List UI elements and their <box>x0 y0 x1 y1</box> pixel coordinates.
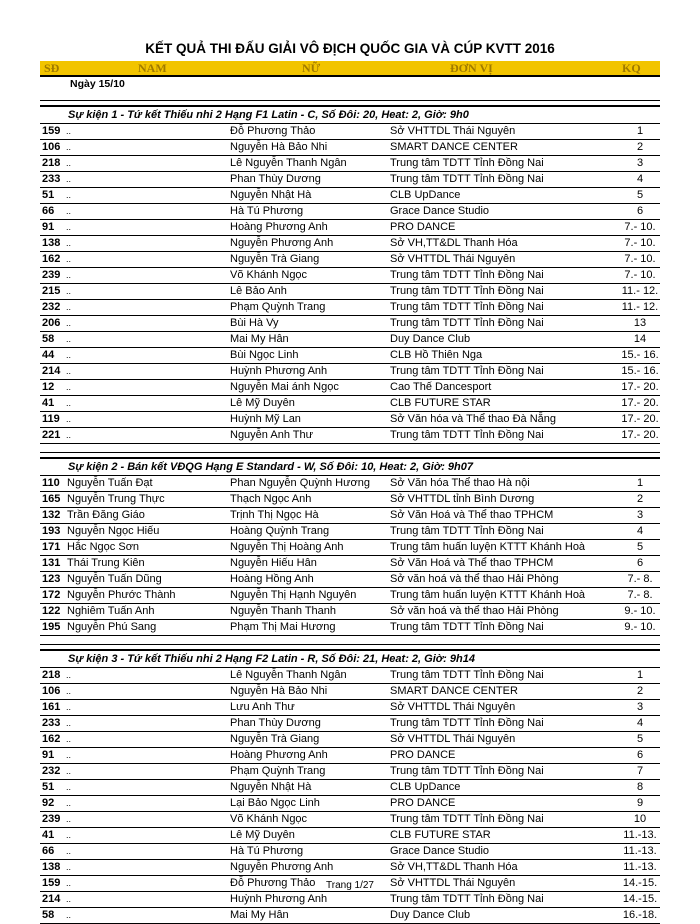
cell-sd: 159 <box>42 125 61 137</box>
table-row <box>40 588 660 604</box>
cell-sd: 51 <box>42 781 55 793</box>
cell-kq: 17.- 20. <box>621 397 659 409</box>
table-row <box>40 348 660 364</box>
table-row <box>40 620 660 636</box>
cell-nu: Lưu Anh Thư <box>230 701 295 713</box>
cell-kq: 11.-13. <box>623 829 657 841</box>
cell-nam: .. <box>66 414 72 424</box>
cell-sd: 218 <box>42 157 61 169</box>
cell-kq: 17.- 20. <box>621 429 659 441</box>
cell-nu: Thạch Ngọc Anh <box>230 493 312 505</box>
cell-kq: 3 <box>636 509 644 521</box>
section-divider <box>40 452 660 459</box>
cell-nam: .. <box>66 878 72 888</box>
cell-kq: 2 <box>636 141 644 153</box>
cell-donvi: Grace Dance Studio <box>390 845 490 857</box>
cell-donvi: Trung tâm TDTT Tỉnh Đồng Nai <box>390 893 544 905</box>
cell-sd: 172 <box>42 589 61 601</box>
cell-kq: 8 <box>636 781 644 793</box>
cell-donvi: Trung tâm TDTT Tỉnh Đồng Nai <box>390 269 544 281</box>
table-row <box>40 204 660 220</box>
cell-kq: 5 <box>636 541 644 553</box>
cell-nu: Nguyễn Anh Thư <box>230 429 313 441</box>
table-row <box>40 492 660 508</box>
cell-kq: 7.- 8. <box>627 573 653 585</box>
cell-donvi: PRO DANCE <box>390 221 456 233</box>
cell-donvi: CLB FUTURE STAR <box>390 829 491 841</box>
cell-nam: Trần Đăng Giáo <box>67 509 145 521</box>
cell-nam: .. <box>66 190 72 200</box>
cell-kq: 2 <box>636 493 644 505</box>
cell-nam: Nguyễn Phú Sang <box>67 621 157 633</box>
cell-kq: 14 <box>633 333 647 345</box>
table-row <box>40 860 660 876</box>
event-title: Sự kiện 3 - Tứ kết Thiếu nhi 2 Hạng F2 Latin - R, Số Đôi: 21, Heat: 2, Giờ: 9h14 <box>40 651 660 668</box>
table-row <box>40 364 660 380</box>
cell-donvi: CLB UpDance <box>390 781 461 793</box>
cell-nam: Nguyễn Tuấn Dũng <box>67 573 162 585</box>
cell-nam: .. <box>66 270 72 280</box>
cell-donvi: Trung tâm TDTT Tỉnh Đồng Nai <box>390 765 544 777</box>
header-sd: SĐ <box>44 61 60 75</box>
cell-nu: Mai My Hân <box>230 909 289 921</box>
cell-nu: Hà Tú Phương <box>230 845 304 857</box>
cell-nam: Nguyễn Phước Thành <box>67 589 176 601</box>
cell-sd: 106 <box>42 141 61 153</box>
table-row <box>40 396 660 412</box>
cell-donvi: Trung tâm TDTT Tỉnh Đồng Nai <box>390 621 544 633</box>
cell-sd: 44 <box>42 349 55 361</box>
table-row <box>40 124 660 140</box>
cell-sd: 233 <box>42 173 61 185</box>
cell-nu: Hoàng Phương Anh <box>230 749 328 761</box>
cell-donvi: Sở VHTTDL tỉnh Bình Dương <box>390 493 535 505</box>
cell-kq: 7 <box>636 765 644 777</box>
table-row <box>40 572 660 588</box>
cell-kq: 15.- 16. <box>621 365 659 377</box>
cell-kq: 9.- 10. <box>624 605 656 617</box>
cell-donvi: Trung tâm TDTT Tỉnh Đồng Nai <box>390 429 544 441</box>
cell-kq: 17.- 20. <box>621 413 659 425</box>
cell-nu: Hoàng Hồng Anh <box>230 573 314 585</box>
cell-donvi: PRO DANCE <box>390 749 456 761</box>
cell-kq: 4 <box>636 525 644 537</box>
cell-sd: 66 <box>42 205 55 217</box>
cell-donvi: Sở VHTTDL Thái Nguyên <box>390 125 516 137</box>
cell-kq: 16.-18. <box>622 909 658 921</box>
table-header <box>40 61 660 77</box>
table-row <box>40 908 660 924</box>
cell-nam: .. <box>66 798 72 808</box>
cell-donvi: Trung tâm TDTT Tỉnh Đồng Nai <box>390 813 544 825</box>
cell-donvi: Grace Dance Studio <box>390 205 490 217</box>
cell-nam: .. <box>66 366 72 376</box>
table-row <box>40 764 660 780</box>
table-row <box>40 508 660 524</box>
cell-nu: Phan Nguyễn Quỳnh Hương <box>230 477 370 489</box>
cell-kq: 14.-15. <box>622 893 658 905</box>
results-table <box>40 77 660 924</box>
cell-donvi: CLB Hồ Thiên Nga <box>390 349 483 361</box>
cell-nu: Nguyễn Trà Giang <box>230 253 320 265</box>
cell-nam: .. <box>66 174 72 184</box>
cell-sd: 233 <box>42 717 61 729</box>
cell-sd: 58 <box>42 909 55 921</box>
cell-nam: .. <box>66 814 72 824</box>
cell-sd: 232 <box>42 765 61 777</box>
cell-nam: .. <box>66 254 72 264</box>
cell-sd: 162 <box>42 733 61 745</box>
event-title: Sự kiện 1 - Tứ kết Thiếu nhi 2 Hạng F1 Latin - C, Số Đôi: 20, Heat: 2, Giờ: 9h0 <box>40 107 660 124</box>
table-row <box>40 380 660 396</box>
cell-sd: 122 <box>42 605 61 617</box>
cell-nu: Huỳnh Phương Anh <box>230 893 328 905</box>
cell-kq: 9.- 10. <box>624 621 656 633</box>
cell-nam: .. <box>66 766 72 776</box>
cell-sd: 214 <box>42 365 61 377</box>
cell-nam: .. <box>66 286 72 296</box>
cell-donvi: Sở văn hoá và thể thao Hải Phòng <box>390 605 559 617</box>
cell-nam: .. <box>66 222 72 232</box>
cell-donvi: Trung tâm TDTT Tỉnh Đồng Nai <box>390 301 544 313</box>
table-row <box>40 188 660 204</box>
cell-kq: 1 <box>636 669 644 681</box>
cell-nu: Võ Khánh Ngọc <box>230 269 308 281</box>
cell-kq: 4 <box>636 173 644 185</box>
cell-nam: Nguyễn Trung Thực <box>67 493 165 505</box>
cell-nu: Nguyễn Thị Hạnh Nguyên <box>230 589 357 601</box>
cell-nu: Nguyễn Thị Hoàng Anh <box>230 541 344 553</box>
cell-sd: 161 <box>42 701 61 713</box>
cell-kq: 5 <box>636 189 644 201</box>
cell-nam: .. <box>66 302 72 312</box>
cell-nu: Huỳnh Phương Anh <box>230 365 328 377</box>
cell-sd: 195 <box>42 621 61 633</box>
cell-nam: Thái Trung Kiên <box>67 557 145 569</box>
cell-sd: 41 <box>42 829 55 841</box>
cell-nam: .. <box>66 702 72 712</box>
section-divider <box>40 644 660 651</box>
cell-sd: 119 <box>42 413 60 425</box>
cell-nam: .. <box>66 430 72 440</box>
cell-donvi: Trung tâm TDTT Tỉnh Đồng Nai <box>390 365 544 377</box>
header-nu: NỮ <box>302 61 321 75</box>
cell-nu: Võ Khánh Ngọc <box>230 813 308 825</box>
cell-nam: .. <box>66 830 72 840</box>
table-row <box>40 540 660 556</box>
cell-kq: 7.- 10. <box>624 253 656 265</box>
table-row <box>40 284 660 300</box>
cell-kq: 11.-13. <box>623 861 657 873</box>
cell-sd: 131 <box>42 557 61 569</box>
table-row <box>40 476 660 492</box>
cell-nu: Nguyễn Mai ánh Ngọc <box>230 381 339 393</box>
cell-donvi: Trung tâm TDTT Tỉnh Đồng Nai <box>390 317 544 329</box>
table-row <box>40 236 660 252</box>
cell-sd: 214 <box>42 893 61 905</box>
cell-kq: 7.- 10. <box>624 237 656 249</box>
cell-nam: .. <box>66 910 72 920</box>
cell-sd: 215 <box>42 285 61 297</box>
table-row <box>40 316 660 332</box>
cell-kq: 15.- 16. <box>621 349 659 361</box>
cell-nu: Phan Thùy Dương <box>230 717 321 729</box>
cell-nu: Bùi Ngọc Linh <box>230 349 299 361</box>
cell-nam: .. <box>66 126 72 136</box>
cell-kq: 11.- 12. <box>621 301 659 313</box>
cell-kq: 14.-15. <box>622 877 658 889</box>
header-nam: NAM <box>138 61 167 75</box>
cell-nu: Trịnh Thị Ngọc Hà <box>230 509 319 521</box>
cell-nam: Hắc Ngọc Sơn <box>67 541 140 553</box>
cell-nu: Nguyễn Trà Giang <box>230 733 320 745</box>
table-row <box>40 732 660 748</box>
cell-sd: 232 <box>42 301 61 313</box>
cell-nam: .. <box>66 718 72 728</box>
table-row <box>40 668 660 684</box>
cell-donvi: Trung tâm TDTT Tỉnh Đồng Nai <box>390 669 544 681</box>
table-row <box>40 412 660 428</box>
cell-sd: 218 <box>42 669 61 681</box>
table-row <box>40 268 660 284</box>
cell-kq: 7.- 10. <box>624 221 656 233</box>
cell-kq: 7.- 10. <box>624 269 656 281</box>
cell-donvi: Sở VHTTDL Thái Nguyên <box>390 253 516 265</box>
cell-donvi: Sở văn hoá và thể thao Hải Phòng <box>390 573 559 585</box>
cell-nu: Đỗ Phương Thảo <box>230 877 316 889</box>
cell-donvi: Sở VH,TT&DL Thanh Hóa <box>390 237 518 249</box>
cell-nam: .. <box>66 206 72 216</box>
cell-sd: 41 <box>42 397 55 409</box>
cell-nu: Lại Bảo Ngọc Linh <box>230 797 320 809</box>
cell-sd: 221 <box>42 429 61 441</box>
table-row <box>40 716 660 732</box>
event-title: Sự kiện 2 - Bán kết VĐQG Hạng E Standard - W, Số Đôi: 10, Heat: 2, Giờ: 9h07 <box>40 459 660 476</box>
cell-sd: 66 <box>42 845 55 857</box>
section-divider <box>40 100 660 107</box>
header-kq: KQ <box>622 61 641 75</box>
cell-donvi: Sở Văn Hoá và Thể thao TPHCM <box>390 557 554 569</box>
table-row <box>40 252 660 268</box>
cell-nam: .. <box>66 846 72 856</box>
cell-donvi: Sở VH,TT&DL Thanh Hóa <box>390 861 518 873</box>
cell-nam: .. <box>66 158 72 168</box>
cell-sd: 12 <box>42 381 55 393</box>
cell-kq: 2 <box>636 685 644 697</box>
table-row <box>40 700 660 716</box>
cell-donvi: Trung tâm TDTT Tỉnh Đồng Nai <box>390 525 544 537</box>
cell-nam: .. <box>66 238 72 248</box>
cell-kq: 6 <box>636 557 644 569</box>
cell-kq: 7.- 8. <box>627 589 653 601</box>
cell-nam: .. <box>66 142 72 152</box>
cell-sd: 92 <box>42 797 55 809</box>
cell-nu: Mai My Hân <box>230 333 289 345</box>
cell-nu: Nguyễn Nhật Hà <box>230 781 312 793</box>
table-row <box>40 140 660 156</box>
cell-nam: .. <box>66 894 72 904</box>
cell-nu: Nguyễn Thanh Thanh <box>230 605 337 617</box>
page-footer: Trang 1/27 <box>326 880 374 891</box>
cell-donvi: CLB FUTURE STAR <box>390 397 491 409</box>
cell-nu: Hoàng Phương Anh <box>230 221 328 233</box>
cell-donvi: Trung tâm TDTT Tỉnh Đồng Nai <box>390 285 544 297</box>
table-row <box>40 332 660 348</box>
table-row <box>40 748 660 764</box>
cell-nam: Nguyễn Ngọc Hiếu <box>67 525 160 537</box>
cell-nam: .. <box>66 862 72 872</box>
cell-donvi: Trung tâm TDTT Tỉnh Đồng Nai <box>390 173 544 185</box>
cell-nu: Nguyễn Nhật Hà <box>230 189 312 201</box>
table-row <box>40 220 660 236</box>
cell-donvi: Sở Văn hóa Thể thao Hà nội <box>390 477 530 489</box>
cell-donvi: Sở Văn hóa và Thể thao Đà Nẵng <box>390 413 557 425</box>
cell-nu: Đỗ Phương Thảo <box>230 125 316 137</box>
table-row <box>40 604 660 620</box>
cell-kq: 10 <box>633 813 647 825</box>
cell-kq: 1 <box>636 477 644 489</box>
cell-nu: Nguyễn Phương Anh <box>230 237 334 249</box>
cell-nu: Bùi Hà Vy <box>230 317 279 329</box>
cell-nam: .. <box>66 398 72 408</box>
cell-sd: 58 <box>42 333 55 345</box>
cell-kq: 1 <box>636 125 644 137</box>
cell-donvi: CLB UpDance <box>390 189 461 201</box>
table-row <box>40 524 660 540</box>
cell-kq: 11.- 12. <box>621 285 659 297</box>
cell-donvi: PRO DANCE <box>390 797 456 809</box>
cell-nu: Hà Tú Phương <box>230 205 304 217</box>
cell-nam: .. <box>66 670 72 680</box>
cell-nam: .. <box>66 318 72 328</box>
header-donvi: ĐƠN VỊ <box>450 61 493 75</box>
cell-nu: Phạm Thị Mai Hương <box>230 621 336 633</box>
cell-sd: 162 <box>42 253 61 265</box>
table-row <box>40 796 660 812</box>
cell-nu: Nguyễn Hiếu Hân <box>230 557 317 569</box>
cell-kq: 13 <box>633 317 647 329</box>
cell-donvi: Trung tâm TDTT Tỉnh Đồng Nai <box>390 717 544 729</box>
cell-sd: 123 <box>42 573 61 585</box>
cell-sd: 51 <box>42 189 55 201</box>
cell-nu: Lê Nguyễn Thanh Ngân <box>230 669 347 681</box>
cell-nu: Lê Mỹ Duyên <box>230 397 295 409</box>
cell-donvi: SMART DANCE CENTER <box>390 685 518 697</box>
cell-donvi: Trung tâm huấn luyện KTTT Khánh Hoà <box>390 589 586 601</box>
cell-kq: 3 <box>636 157 644 169</box>
table-row <box>40 828 660 844</box>
cell-sd: 110 <box>42 477 60 489</box>
cell-sd: 193 <box>42 525 61 537</box>
cell-nam: Nghiêm Tuấn Anh <box>67 605 155 617</box>
cell-sd: 132 <box>42 509 61 521</box>
cell-nu: Huỳnh Mỹ Lan <box>230 413 301 425</box>
cell-nam: .. <box>66 382 72 392</box>
table-row <box>40 428 660 444</box>
cell-nam: .. <box>66 734 72 744</box>
cell-kq: 11.-13. <box>623 845 657 857</box>
table-row <box>40 812 660 828</box>
table-row <box>40 556 660 572</box>
cell-nam: Nguyễn Tuấn Đạt <box>67 477 153 489</box>
cell-nam: .. <box>66 750 72 760</box>
cell-nam: .. <box>66 334 72 344</box>
table-row <box>40 844 660 860</box>
cell-sd: 159 <box>42 877 61 889</box>
cell-donvi: Sở VHTTDL Thái Nguyên <box>390 877 516 889</box>
cell-kq: 9 <box>636 797 644 809</box>
cell-kq: 4 <box>636 717 644 729</box>
cell-sd: 206 <box>42 317 61 329</box>
table-row <box>40 172 660 188</box>
cell-donvi: Sở Văn Hoá và Thể thao TPHCM <box>390 509 554 521</box>
table-row <box>40 780 660 796</box>
cell-nam: .. <box>66 350 72 360</box>
cell-sd: 138 <box>42 237 61 249</box>
cell-nu: Nguyễn Phương Anh <box>230 861 334 873</box>
cell-nu: Hoàng Quỳnh Trang <box>230 525 330 537</box>
table-row <box>40 684 660 700</box>
cell-sd: 106 <box>42 685 61 697</box>
cell-kq: 6 <box>636 749 644 761</box>
cell-donvi: Duy Dance Club <box>390 333 471 345</box>
cell-sd: 91 <box>42 749 55 761</box>
cell-nu: Phạm Quỳnh Trang <box>230 301 326 313</box>
cell-nu: Nguyễn Hà Bảo Nhi <box>230 141 328 153</box>
cell-donvi: Duy Dance Club <box>390 909 471 921</box>
cell-nu: Phan Thùy Dương <box>230 173 321 185</box>
cell-nam: .. <box>66 686 72 696</box>
cell-nu: Nguyễn Hà Bảo Nhi <box>230 685 328 697</box>
cell-nu: Phạm Quỳnh Trang <box>230 765 326 777</box>
cell-sd: 171 <box>42 541 61 553</box>
cell-nu: Lê Mỹ Duyên <box>230 829 295 841</box>
cell-nu: Lê Nguyễn Thanh Ngân <box>230 157 347 169</box>
cell-donvi: SMART DANCE CENTER <box>390 141 518 153</box>
cell-donvi: Sở VHTTDL Thái Nguyên <box>390 733 516 745</box>
table-row <box>40 156 660 172</box>
cell-donvi: Trung tâm TDTT Tỉnh Đồng Nai <box>390 157 544 169</box>
cell-donvi: Trung tâm huấn luyện KTTT Khánh Hoà <box>390 541 586 553</box>
cell-sd: 91 <box>42 221 55 233</box>
date-label: Ngày 15/10 <box>70 78 125 90</box>
cell-sd: 239 <box>42 269 61 281</box>
cell-nu: Lê Bảo Anh <box>230 285 287 297</box>
cell-donvi: Cao Thế Dancesport <box>390 381 492 393</box>
cell-kq: 17.- 20. <box>621 381 659 393</box>
cell-sd: 138 <box>42 861 61 873</box>
cell-sd: 165 <box>42 493 61 505</box>
cell-kq: 6 <box>636 205 644 217</box>
cell-sd: 239 <box>42 813 61 825</box>
cell-kq: 5 <box>636 733 644 745</box>
page-title: KẾT QUẢ THI ĐẤU GIẢI VÔ ĐỊCH QUỐC GIA VÀ CÚP KVTT 2016 <box>145 41 555 56</box>
cell-donvi: Sở VHTTDL Thái Nguyên <box>390 701 516 713</box>
cell-nam: .. <box>66 782 72 792</box>
cell-kq: 3 <box>636 701 644 713</box>
table-row <box>40 300 660 316</box>
